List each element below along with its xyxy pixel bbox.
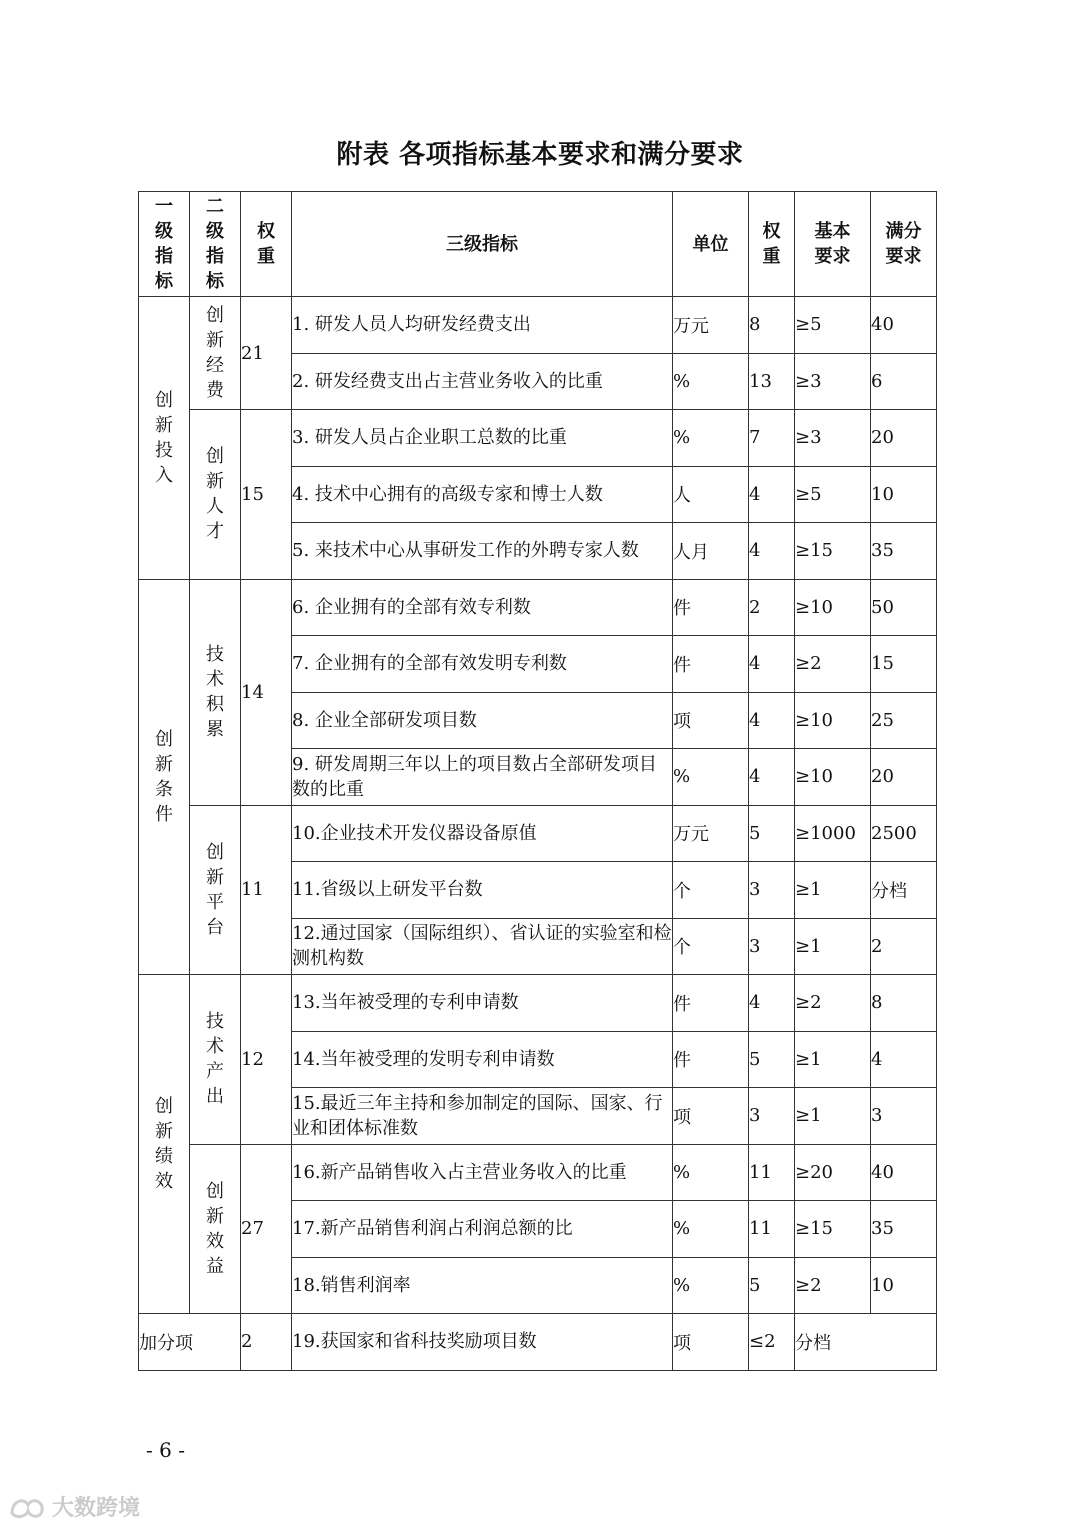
bonus-weight3: ≤2 [749,1314,795,1371]
indicator-cell: 2. 研发经费支出占主营业务收入的比重 [292,353,673,410]
subgroup-cell: 创 新 人 才 [190,410,241,580]
weight-cell: 11 [749,1144,795,1201]
unit-cell: % [673,1201,749,1258]
basic-cell: ≥1 [795,862,871,919]
header-full: 满分 要求 [871,192,937,297]
unit-cell: % [673,749,749,806]
indicator-table [138,191,937,1371]
table-row [139,579,937,636]
subgroup-cell: 创 新 效 益 [190,1144,241,1314]
bonus-unit: 项 [673,1314,749,1371]
indicator-cell: 10.企业技术开发仪器设备原值 [292,805,673,862]
full-cell: 15 [871,636,937,693]
weight-cell: 4 [749,523,795,580]
basic-cell: ≥20 [795,1144,871,1201]
weight-cell: 5 [749,1257,795,1314]
header-basic: 基本 要求 [795,192,871,297]
weight-cell: 8 [749,297,795,354]
full-cell: 8 [871,975,937,1032]
unit-cell: 人 [673,466,749,523]
header-weight3: 权 重 [749,192,795,297]
weight-cell: 5 [749,805,795,862]
basic-cell: ≥3 [795,410,871,467]
weight-cell: 4 [749,749,795,806]
header-level3: 三级指标 [292,192,673,297]
unit-cell: % [673,353,749,410]
basic-cell: ≥1000 [795,805,871,862]
indicator-cell: 16.新产品销售收入占主营业务收入的比重 [292,1144,673,1201]
subgroup-weight: 21 [241,297,292,410]
full-cell: 6 [871,353,937,410]
full-cell: 25 [871,692,937,749]
full-cell: 35 [871,523,937,580]
subgroup-cell: 创 新 平 台 [190,805,241,975]
unit-cell: 项 [673,1088,749,1145]
page-title: 附表 各项指标基本要求和满分要求 [336,140,744,170]
subgroup-cell: 技 术 积 累 [190,579,241,805]
weight-cell: 13 [749,353,795,410]
page-number: - 6 - [146,1438,185,1462]
subgroup-weight: 15 [241,410,292,580]
full-cell: 10 [871,1257,937,1314]
watermark [8,1491,140,1522]
full-cell: 4 [871,1031,937,1088]
indicator-cell: 5. 来技术中心从事研发工作的外聘专家人数 [292,523,673,580]
bonus-label: 加分项 [139,1314,241,1371]
indicator-cell: 15.最近三年主持和参加制定的国际、国家、行业和团体标准数 [292,1088,673,1145]
weight-cell: 11 [749,1201,795,1258]
indicator-cell: 6. 企业拥有的全部有效专利数 [292,579,673,636]
watermark-logo-icon [8,1493,48,1521]
weight-cell: 3 [749,1088,795,1145]
unit-cell: 件 [673,975,749,1032]
unit-cell: 项 [673,692,749,749]
bonus-weight: 2 [241,1314,292,1371]
indicator-cell: 17.新产品销售利润占利润总额的比 [292,1201,673,1258]
weight-cell: 3 [749,918,795,975]
full-cell: 10 [871,466,937,523]
basic-cell: ≥15 [795,1201,871,1258]
subgroup-cell: 技 术 产 出 [190,975,241,1145]
subgroup-weight: 12 [241,975,292,1145]
basic-cell: ≥5 [795,297,871,354]
indicator-cell: 7. 企业拥有的全部有效发明专利数 [292,636,673,693]
unit-cell: 人月 [673,523,749,580]
subgroup-weight: 11 [241,805,292,975]
unit-cell: 件 [673,579,749,636]
watermark-text: 大数跨境 [52,1496,141,1521]
header-row [139,192,937,297]
header-weight: 权 重 [241,192,292,297]
full-cell: 分档 [871,862,937,919]
weight-cell: 7 [749,410,795,467]
basic-cell: ≥10 [795,749,871,806]
indicator-cell: 12.通过国家（国际组织）、省认证的实验室和检测机构数 [292,918,673,975]
unit-cell: 件 [673,636,749,693]
header-unit: 单位 [673,192,749,297]
table-row [139,975,937,1032]
header-level1: 一 级 指 标 [139,192,190,297]
full-cell: 50 [871,579,937,636]
indicator-cell: 14.当年被受理的发明专利申请数 [292,1031,673,1088]
unit-cell: % [673,410,749,467]
unit-cell: 万元 [673,805,749,862]
indicator-cell: 11.省级以上研发平台数 [292,862,673,919]
weight-cell: 2 [749,579,795,636]
basic-cell: ≥1 [795,1031,871,1088]
indicator-cell: 4. 技术中心拥有的高级专家和博士人数 [292,466,673,523]
weight-cell: 4 [749,636,795,693]
indicator-cell: 18.销售利润率 [292,1257,673,1314]
indicator-cell: 8. 企业全部研发项目数 [292,692,673,749]
subgroup-weight: 14 [241,579,292,805]
weight-cell: 4 [749,466,795,523]
header-level2: 二 级 指 标 [190,192,241,297]
basic-cell: ≥1 [795,918,871,975]
bonus-row [139,1314,937,1371]
basic-cell: ≥2 [795,1257,871,1314]
indicator-cell: 13.当年被受理的专利申请数 [292,975,673,1032]
indicator-cell: 1. 研发人员人均研发经费支出 [292,297,673,354]
unit-cell: 万元 [673,297,749,354]
basic-cell: ≥15 [795,523,871,580]
unit-cell: % [673,1144,749,1201]
unit-cell: 件 [673,1031,749,1088]
table-row [139,410,937,467]
basic-cell: ≥10 [795,692,871,749]
basic-cell: ≥2 [795,636,871,693]
full-cell: 20 [871,749,937,806]
basic-cell: ≥1 [795,1088,871,1145]
table-row [139,1144,937,1201]
indicator-cell: 9. 研发周期三年以上的项目数占全部研发项目数的比重 [292,749,673,806]
weight-cell: 4 [749,975,795,1032]
table-row [139,297,937,354]
full-cell: 40 [871,1144,937,1201]
basic-cell: ≥3 [795,353,871,410]
full-cell: 35 [871,1201,937,1258]
weight-cell: 3 [749,862,795,919]
weight-cell: 5 [749,1031,795,1088]
unit-cell: 个 [673,918,749,975]
full-cell: 3 [871,1088,937,1145]
subgroup-cell: 创 新 经 费 [190,297,241,410]
full-cell: 40 [871,297,937,354]
full-cell: 2500 [871,805,937,862]
full-cell: 2 [871,918,937,975]
group-cell: 创 新 绩 效 [139,975,190,1314]
indicator-cell: 3. 研发人员占企业职工总数的比重 [292,410,673,467]
full-cell: 20 [871,410,937,467]
unit-cell: 个 [673,862,749,919]
bonus-indicator: 19.获国家和省科技奖励项目数 [292,1314,673,1371]
basic-cell: ≥5 [795,466,871,523]
basic-cell: ≥2 [795,975,871,1032]
unit-cell: % [673,1257,749,1314]
subgroup-weight: 27 [241,1144,292,1314]
group-cell: 创 新 投 入 [139,297,190,580]
table-row [139,805,937,862]
bonus-basic-full: 分档 [795,1314,937,1371]
weight-cell: 4 [749,692,795,749]
group-cell: 创 新 条 件 [139,579,190,975]
basic-cell: ≥10 [795,579,871,636]
